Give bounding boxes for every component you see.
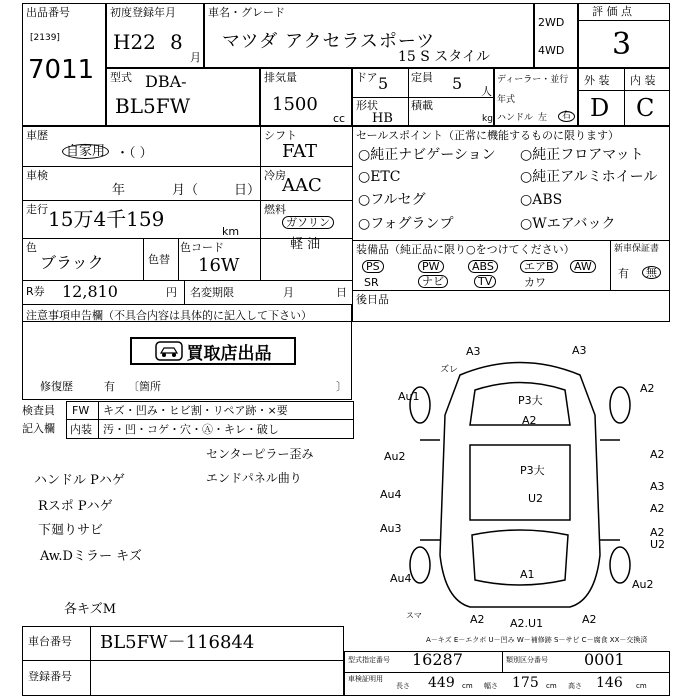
drive-4wd: 4WD xyxy=(538,44,565,57)
name-change-label: 名変期限 xyxy=(190,286,234,299)
repair-value: 有 xyxy=(104,380,115,393)
car-cert-label: 車検証明用 xyxy=(348,675,383,683)
disp-value: 1500 xyxy=(272,94,318,115)
diag-mark-17: A1 xyxy=(520,568,535,581)
eval-score: 3 xyxy=(612,27,632,62)
mileage-value: 15万4千159 xyxy=(48,207,165,231)
note-right-1: センターピラー歪み xyxy=(206,447,314,461)
diag-mark-19: Au2 xyxy=(632,578,654,591)
sales-points-label: セールスポイント（正常に機能するものに限ります） xyxy=(356,129,620,142)
declaration-label: 注意事項申告欄（不具合内容は具体的に記入して下さい） xyxy=(26,309,312,322)
disp-unit: cc xyxy=(333,112,346,125)
fuel-alt: 軽 油 xyxy=(290,237,321,252)
diag-mark-8: A2 xyxy=(650,448,665,461)
history-label: 車歴 xyxy=(26,129,48,142)
class-label: 類別区分番号 xyxy=(506,656,548,664)
equipment-label: 装備品（純正品に限り○をつけてください） xyxy=(356,243,575,256)
color-change-label: 色替 xyxy=(148,253,170,266)
equip-pw: PW xyxy=(418,260,444,273)
diag-mark-12: Au4 xyxy=(380,488,402,501)
dealer-stamp-text: 買取店出品 xyxy=(186,343,272,364)
name-change-day: 日 xyxy=(336,286,347,299)
first-reg-era: H22 xyxy=(113,30,156,54)
repair-close: 〕 xyxy=(336,380,347,393)
first-reg-month-unit: 月 xyxy=(190,51,201,64)
length-unit: cm xyxy=(462,682,473,690)
disp-label: 排気量 xyxy=(264,71,297,84)
later-items-label: 後日品 xyxy=(356,293,389,306)
history-value: 自家用 xyxy=(62,144,109,159)
inspect-year: 年 xyxy=(112,183,126,198)
ext-grade: D xyxy=(590,94,610,122)
equip-aw: AW xyxy=(570,260,596,273)
recycle-value: 12,810 xyxy=(62,282,118,301)
repair-label: 修復歴 xyxy=(40,380,73,393)
height-value: 146 xyxy=(596,675,623,691)
inspect-label: 車検 xyxy=(26,169,48,182)
model-code: BL5FW xyxy=(115,94,191,118)
inspector-label: 検査員 xyxy=(22,404,55,417)
diag-mark-16: Au3 xyxy=(380,522,402,535)
diagram-legend: A－キズ E－エクボ U－凹み W－補修跡 S－サビ C－腐食 XX－交換済 xyxy=(426,636,648,644)
load-unit: kg xyxy=(482,114,493,124)
sales-point-5: ○フルセグ xyxy=(358,192,426,208)
model-prefix: DBA- xyxy=(145,72,187,91)
inspect-month: 月（ xyxy=(172,183,199,198)
note-left-2: Rスポ Pハゲ xyxy=(38,499,113,514)
width-value: 175 xyxy=(512,675,539,691)
diag-mark-6: A2 xyxy=(522,414,537,427)
sales-point-8: ○Wエアバック xyxy=(520,216,616,232)
mileage-label: 走行 xyxy=(26,203,48,216)
dealer-label: ディーラー・並行 xyxy=(497,75,569,85)
doors-value: 5 xyxy=(378,74,389,93)
diag-mark-3: Au1 xyxy=(398,390,420,403)
sales-point-3: ○ETC xyxy=(358,169,401,185)
exterior-tag: FW xyxy=(72,404,90,417)
equip-airbag: エアB xyxy=(520,260,558,273)
type-cert-label: 型式指定番号 xyxy=(348,656,390,664)
recycle-unit: 円 xyxy=(166,286,177,299)
diag-mark-2: ズレ xyxy=(440,365,459,375)
color-code-value: 16W xyxy=(198,255,240,276)
history-paren: ・（ ） xyxy=(116,146,153,161)
entry-label: 記入欄 xyxy=(22,422,55,435)
chassis-label: 車台番号 xyxy=(28,635,72,648)
model-label: 型式 xyxy=(110,71,132,84)
sales-point-6: ○ABS xyxy=(520,192,563,208)
shape-value: HB xyxy=(372,111,393,126)
length-value: 449 xyxy=(428,675,455,691)
equip-leather: カワ xyxy=(524,276,546,289)
diag-mark-1: A3 xyxy=(572,344,587,357)
diag-mark-18: Au4 xyxy=(390,572,412,585)
note-left-5: 各キズM xyxy=(64,602,117,617)
type-cert-value: 16287 xyxy=(412,650,463,669)
height-unit: cm xyxy=(636,682,647,690)
diag-mark-5: P3大 xyxy=(518,394,543,407)
name-change-month: 月 xyxy=(283,286,294,299)
diag-mark-20: A2 xyxy=(470,613,485,626)
equip-abs: ABS xyxy=(468,260,498,273)
eval-label: 評 価 点 xyxy=(592,5,632,18)
repair-spot: 〔箇所 xyxy=(128,380,161,393)
note-left-4: Aw.Dミラー キズ xyxy=(40,549,142,564)
ext-label: 外 装 xyxy=(584,74,610,87)
diag-mark-13: A2 xyxy=(650,502,665,515)
seats-label: 定員 xyxy=(411,71,433,84)
chassis-value: BL5FW－116844 xyxy=(100,632,255,653)
diag-mark-10: U2 xyxy=(528,492,544,505)
length-label: 長さ xyxy=(396,682,410,690)
seats-unit: 人 xyxy=(481,85,492,98)
doors-label: ドア xyxy=(356,71,378,84)
exterior-items: キズ・凹み・ヒビ割・リペア跡・×要 xyxy=(103,404,288,417)
width-label: 幅さ xyxy=(484,682,498,690)
color-label: 色 xyxy=(26,241,37,254)
class-value: 0001 xyxy=(584,650,625,669)
sales-point-1: ○純正ナビゲーション xyxy=(358,147,496,163)
fuel-label: 燃料 xyxy=(264,203,286,216)
diag-mark-23: スマ xyxy=(406,611,422,620)
equip-ps: PS xyxy=(362,260,384,273)
color-code-label: 色コード xyxy=(180,241,224,254)
int-label: 内 装 xyxy=(630,74,656,87)
equip-navi: ナビ xyxy=(418,275,448,288)
car-stamp-icon xyxy=(155,341,183,361)
first-reg-label: 初度登録年月 xyxy=(110,6,176,19)
drive-cell xyxy=(534,3,578,68)
equip-tv: TV xyxy=(474,275,496,288)
year-label: 年式 xyxy=(497,95,516,105)
warranty-yes: 有 xyxy=(618,267,629,280)
shift-label: シフト xyxy=(264,129,297,142)
warranty-no: 無 xyxy=(642,266,661,279)
car-name: マツダ アクセラスポーツ xyxy=(222,31,436,52)
diag-mark-21: A2.U1 xyxy=(510,617,544,630)
handle-left: 左 xyxy=(538,113,548,123)
ac-value: AAC xyxy=(282,175,322,196)
equip-sr: SR xyxy=(364,276,379,289)
shape-label: 形状 xyxy=(356,99,378,112)
note-right-2: エンドパネル曲り xyxy=(206,471,302,485)
note-left-3: 下廻りサビ xyxy=(38,523,104,538)
interior-tag: 内装 xyxy=(70,423,92,436)
car-grade: 15 S スタイル xyxy=(398,49,491,65)
recycle-label: R券 xyxy=(26,285,45,298)
sales-point-7: ○フォグランプ xyxy=(358,216,454,232)
width-unit: cm xyxy=(546,682,557,690)
warranty-label: 新車保証書 xyxy=(614,244,660,254)
note-left-1: ハンドル Pハゲ xyxy=(34,473,125,488)
diag-mark-14: A2 xyxy=(650,526,665,539)
ac-label: 冷房 xyxy=(264,169,286,182)
diag-mark-22: A2 xyxy=(582,613,597,626)
lot-sub: [2139] xyxy=(30,33,60,43)
mileage-unit: km xyxy=(222,225,240,238)
drive-2wd: 2WD xyxy=(538,16,565,29)
inspect-day: 日） xyxy=(234,183,261,198)
lot-label: 出品番号 xyxy=(26,6,70,19)
interior-items: 汚・凹・コゲ・穴・Ⓐ・キレ・破し xyxy=(103,423,279,436)
dealer-stamp xyxy=(130,337,296,365)
sales-point-4: ○純正アルミホイール xyxy=(520,169,658,185)
diag-mark-4: A2 xyxy=(640,382,655,395)
height-label: 高さ xyxy=(568,682,582,690)
reg-no-label: 登録番号 xyxy=(28,670,72,683)
car-name-label: 車名・グレード xyxy=(208,6,285,19)
int-grade: C xyxy=(636,94,655,122)
lot-number: 7011 xyxy=(28,55,95,85)
load-label: 積載 xyxy=(411,99,433,112)
diag-mark-0: A3 xyxy=(466,345,481,358)
handle-right: 右 xyxy=(558,111,575,122)
color-value: ブラック xyxy=(40,253,104,272)
diag-mark-7: Au2 xyxy=(384,450,406,463)
first-reg-month: 8 xyxy=(170,30,183,54)
handle-label: ハンドル xyxy=(497,113,534,123)
seats-value: 5 xyxy=(452,74,463,93)
sales-point-2: ○純正フロアマット xyxy=(520,147,644,163)
diag-mark-9: P3大 xyxy=(520,464,545,477)
shift-value: FAT xyxy=(282,141,317,162)
diag-mark-11: A3 xyxy=(650,480,665,493)
fuel-value: ガソリン xyxy=(282,216,334,229)
diag-mark-15: U2 xyxy=(650,538,666,551)
